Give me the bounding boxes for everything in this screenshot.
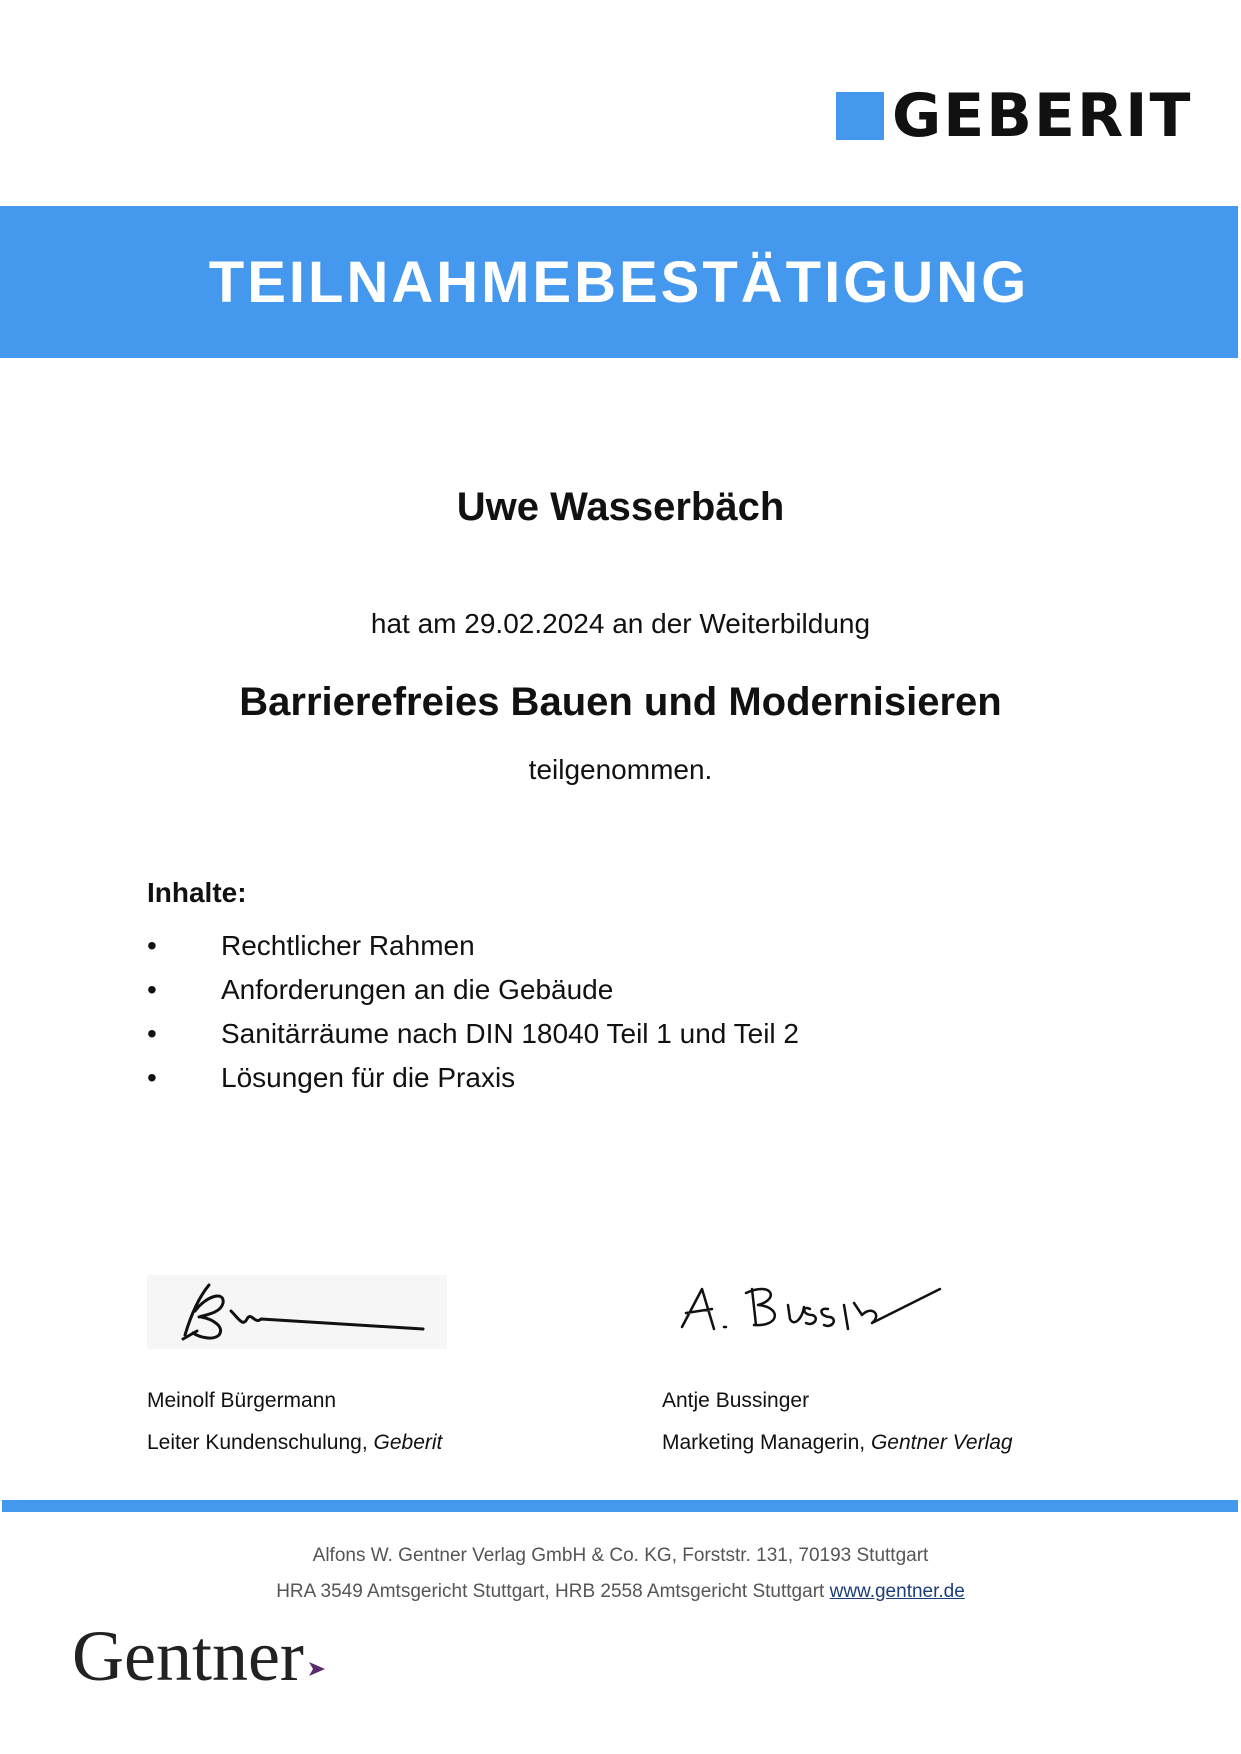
signatory-org: Gentner Verlag xyxy=(870,1431,1013,1454)
signature-block-left xyxy=(147,1275,587,1455)
signature-image xyxy=(662,1275,1102,1349)
logo-square-icon xyxy=(836,92,884,140)
geberit-logo xyxy=(836,81,1193,151)
course-title: Barrierefreies Bauen und Modernisieren xyxy=(239,680,1002,724)
logo-text: GEBERIT xyxy=(892,81,1193,151)
publisher-logo-text: Gentner xyxy=(72,1616,304,1696)
footer-divider xyxy=(2,1500,1238,1512)
list-item: • Sanitärräume nach DIN 18040 Teil 1 und Teil 2 xyxy=(147,1018,799,1062)
signature-block-right xyxy=(662,1275,1102,1455)
signatory-org: Geberit xyxy=(373,1431,443,1454)
signatory-name: Antje Bussinger xyxy=(662,1389,810,1412)
list-item: • Anforderungen an die Gebäude xyxy=(147,974,799,1018)
signature-image xyxy=(147,1275,447,1349)
contents-heading: Inhalte: xyxy=(147,877,247,908)
certificate-title: TEILNAHMEBESTÄTIGUNG xyxy=(208,249,1030,315)
participant-name: Uwe Wasserbäch xyxy=(456,485,785,529)
signatory-role: Marketing Managerin, Gentner Verlag xyxy=(662,1431,1013,1454)
list-item: • Rechtlicher Rahmen xyxy=(147,930,799,974)
footer-registry: HRA 3549 Amtsgericht Stuttgart, HRB 2558 Amtsgericht Stuttgart www.gentner.de xyxy=(276,1581,965,1602)
contents-list xyxy=(147,930,799,1106)
signature-drawing xyxy=(662,1275,962,1349)
signature-drawing xyxy=(147,1275,447,1349)
title-banner xyxy=(0,206,1238,358)
list-item: • Lösungen für die Praxis xyxy=(147,1062,799,1106)
signatory-role: Leiter Kundenschulung, Geberit xyxy=(147,1431,443,1454)
statement-intro: hat am 29.02.2024 an der Weiterbildung xyxy=(370,608,871,639)
gentner-logo xyxy=(72,1616,326,1696)
arrow-mark-icon xyxy=(308,1660,326,1678)
footer-address: Alfons W. Gentner Verlag GmbH & Co. KG, Forststr. 131, 70193 Stuttgart xyxy=(312,1545,929,1566)
statement-outro: teilgenommen. xyxy=(528,754,713,785)
signatory-name: Meinolf Bürgermann xyxy=(147,1389,337,1412)
website-link[interactable]: www.gentner.de xyxy=(829,1581,965,1602)
